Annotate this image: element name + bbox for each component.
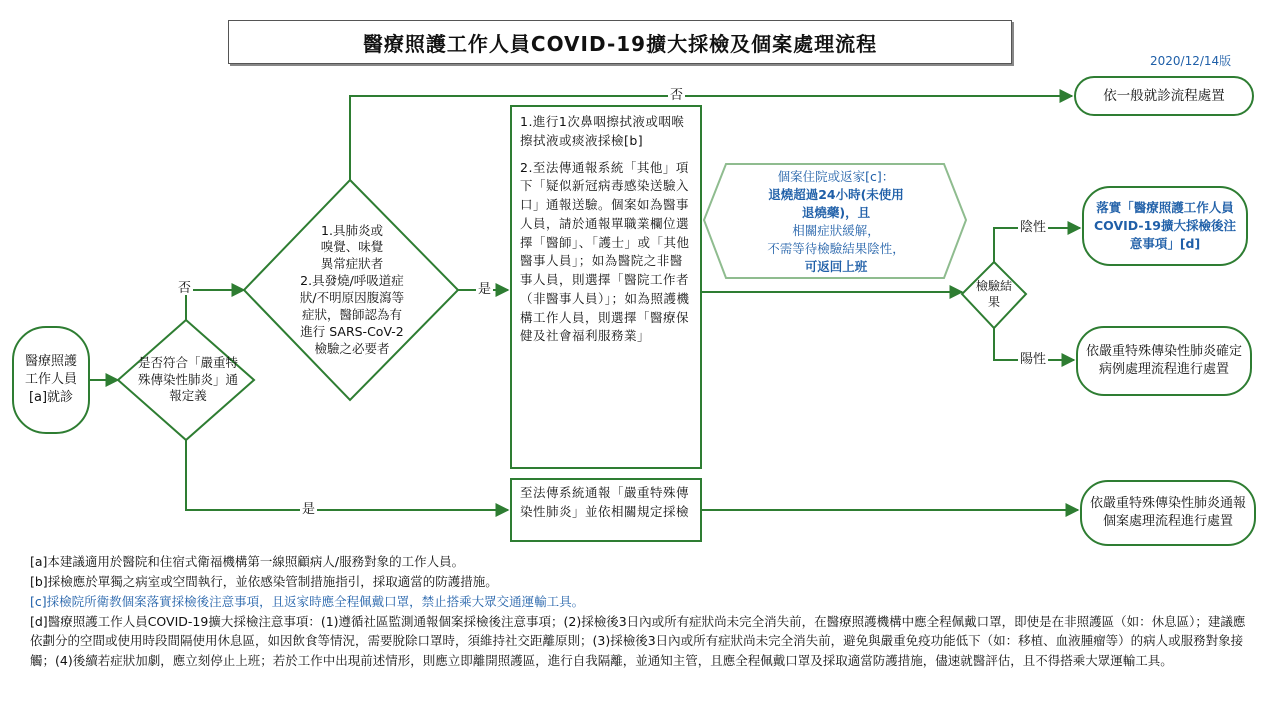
- arrow-decision1-no: [186, 290, 244, 320]
- label-yes-mid: 是: [478, 282, 492, 297]
- end-positive-node: 依嚴重特殊傳染性肺炎確定病例處理流程進行處置: [1076, 326, 1252, 396]
- version-label: 2020/12/14版: [1150, 54, 1232, 68]
- page-title: 醫療照護工作人員COVID-19擴大採檢及個案處理流程: [228, 20, 1012, 64]
- label-no-top: 否: [670, 88, 684, 103]
- footnote-b: [b]採檢應於單獨之病室或空間執行，並依感染管制措施指引，採取適當的防護措施。: [30, 574, 498, 589]
- decision1-text: 是否符合「嚴重特殊傳染性肺炎」通報定義: [137, 354, 238, 404]
- hexagon-line6: 可返回上班: [804, 259, 868, 275]
- end-report-node: 依嚴重特殊傳染性肺炎通報個案處理流程進行處置: [1080, 480, 1256, 546]
- process-main-step2: 2.至法傳通報系統「其他」項下「疑似新冠病毒感染送驗入口」通報送驗。個案如為醫事人員，請於通報單職業欄位選擇「醫師」、「護士」或「其他醫事人員」；如為醫院之非醫事人員，則選擇「醫院工作者（非醫事人員）」；如為照護機構工作人員，則選擇「醫療保健及社會福利服務業」: [520, 159, 690, 344]
- hexagon-line2: 退燒超過24小時(未使用: [768, 186, 904, 202]
- start-node: 醫療照護工作人員[a]就診: [12, 326, 90, 434]
- decision2-line4: 2.具發燒/呼吸道症: [300, 273, 404, 289]
- footnote-c: [c]採檢院所衛教個案落實採檢後注意事項，且返家時應全程佩戴口罩，禁止搭乘大眾交通運輸工具。: [30, 594, 585, 609]
- hexagon-line1: 個案住院或返家[c]：: [777, 168, 895, 184]
- decision2-line7: 進行 SARS-CoV-2: [300, 323, 404, 339]
- end-negative-node: 落實「醫療照護工作人員COVID-19擴大採檢後注意事項」[d]: [1082, 186, 1248, 266]
- arrow-decision1-yes: [186, 440, 508, 510]
- process-main-step1: 1.進行1次鼻咽擦拭液或咽喉擦拭液或痰液採檢[b]: [520, 114, 685, 148]
- footnote-a: [a]本建議適用於醫院和住宿式衛福機構第一線照顧病人/服務對象的工作人員。: [30, 554, 465, 569]
- label-no-left: 否: [178, 281, 192, 296]
- end-general-node: 依一般就診流程處置: [1074, 76, 1254, 116]
- label-yes-bottom: 是: [302, 502, 316, 517]
- arrow-decision2-no: [350, 96, 1072, 180]
- footnote-d: [d]醫療照護工作人員COVID-19擴大採檢注意事項：(1)遵循社區監測通報個案採檢後注意事項；(2)採檢後3日內或所有症狀尚未完全消失前，在醫療照護機構中應全程佩戴口罩，即使是在非照護區（如：休息區）；建議應依劃分的空間或使用時段間隔使用休息區，如因飲食等情況，需要脫除口罩時，須維持社交距離原則；(3)採檢後3日內或所有症狀尚未完全消失前，避免與嚴重免疫功能低下（如：移植、血液腫瘤等）的病人或服務對象接觸；(4)後續若症狀加劇，應立刻停止上班；若於工作中出現前述情形，則應立即離開照護區，進行自我隔離，並通知主管，且應全程佩戴口罩及採取適當防護措施，儘速就醫評估，且不得搭乘大眾運輸工具。: [30, 614, 1246, 668]
- hexagon-line5: 不需等待檢驗結果陰性，: [767, 241, 905, 257]
- decision2-line2: 嗅覺、味覺: [320, 239, 384, 255]
- label-negative: 陰性: [1020, 220, 1047, 235]
- decision2-line6: 症狀，醫師認為有: [301, 306, 402, 322]
- decision2-line5: 狀/不明原因腹瀉等: [299, 290, 405, 305]
- decision2-line1: 1.具肺炎或: [321, 222, 383, 238]
- decision2-text: [270, 206, 434, 374]
- decision2-line8: 檢驗之必要者: [314, 340, 390, 356]
- hexagon-line3: 退燒藥)，且: [801, 204, 871, 220]
- hexagon-line4: 相關症狀緩解，: [792, 223, 880, 238]
- label-positive: 陽性: [1020, 352, 1047, 367]
- decision2-line3: 異常症狀者: [320, 256, 384, 272]
- process-main-box: [510, 105, 702, 469]
- decision3-text: 檢驗結果: [975, 278, 1012, 309]
- process-report-box: 至法傳系統通報「嚴重特殊傳染性肺炎」並依相關規定採檢: [510, 478, 702, 542]
- hexagon-text: [716, 166, 956, 278]
